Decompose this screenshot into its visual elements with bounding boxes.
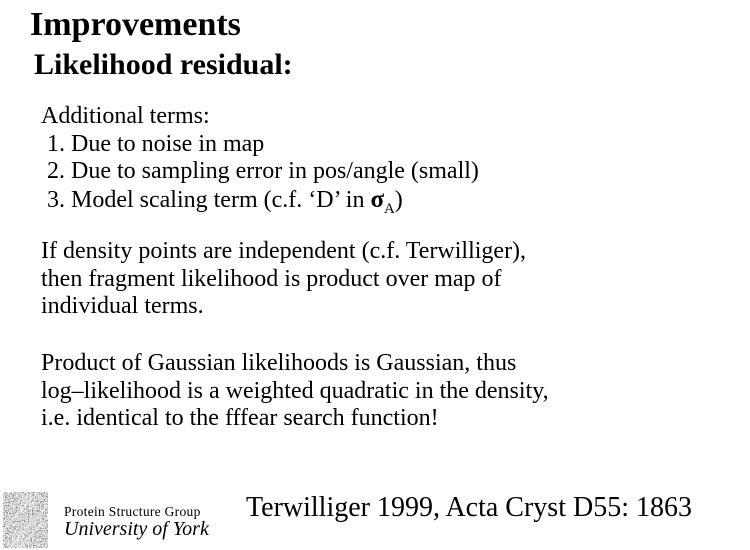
university-name-label: University of York [64, 518, 209, 540]
independence-paragraph [41, 238, 526, 321]
citation-text: Terwilliger 1999, Acta Cryst D55: 1863 [246, 492, 692, 523]
list-item-3 [41, 186, 479, 215]
list-item-3-text: 3. Model scaling term (c.f. ‘D’ in [47, 186, 371, 213]
group-name-label: Protein Structure Group [64, 504, 201, 519]
independence-line-1: If density points are independent (c.f. Terwilliger), [41, 238, 527, 264]
sigma-subscript-a: A [384, 200, 395, 217]
additional-terms-block [41, 103, 479, 217]
gaussian-line-2: log–likelihood is a weighted quadratic in the density, [41, 377, 549, 404]
gaussian-paragraph [41, 350, 549, 433]
gaussian-line-1: Product of Gaussian likelihoods is Gaussian, thus [41, 350, 517, 376]
slide-subtitle: Likelihood residual: [34, 48, 293, 81]
list-item-3-close-paren: ) [394, 186, 403, 213]
independence-line-3: individual terms. [41, 293, 204, 319]
sigma-symbol: σ [370, 185, 385, 213]
slide-title: Improvements [30, 6, 241, 43]
protein-structure-group-logo [3, 492, 48, 548]
list-item-2: 2. Due to sampling error in pos/angle (small) [47, 158, 479, 184]
gaussian-line-3: i.e. identical to the fffear search function! [41, 405, 439, 431]
independence-line-2: then fragment likelihood is product over map of [41, 265, 502, 292]
list-item-1: 1. Due to noise in map [47, 130, 265, 157]
additional-terms-heading: Additional terms: [41, 103, 210, 129]
